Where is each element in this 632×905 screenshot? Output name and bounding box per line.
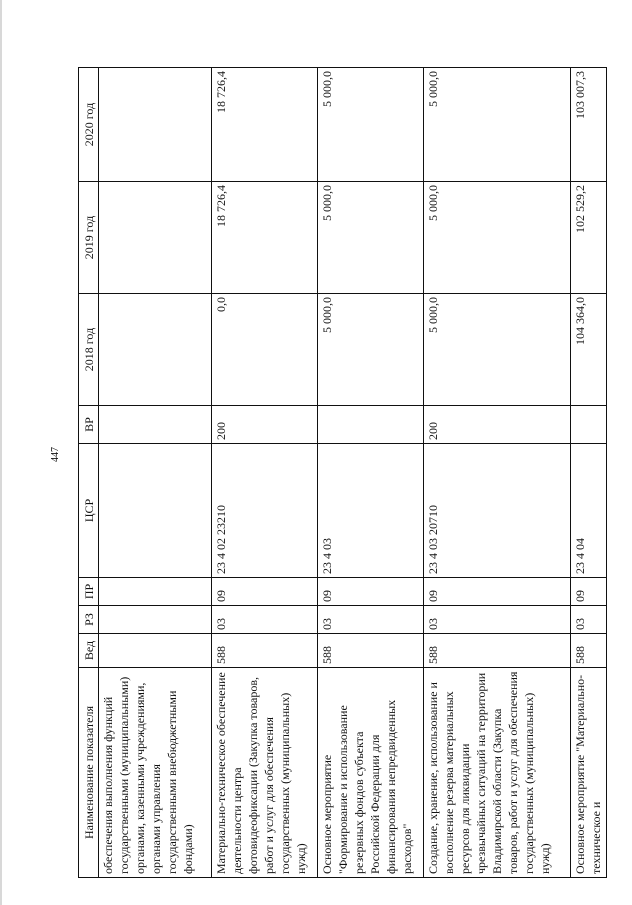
cell-ved: 588 — [212, 634, 318, 668]
cell-csr: 23 4 03 — [318, 444, 424, 578]
budget-table — [78, 67, 607, 878]
cell-vr: 200 — [212, 406, 318, 444]
cell-pr: 09 — [571, 578, 607, 606]
table-row — [318, 68, 424, 878]
cell-pr — [99, 578, 212, 606]
cell-2018: 0,0 — [212, 294, 318, 406]
cell-rz: 03 — [571, 606, 607, 634]
cell-vr: 200 — [424, 406, 571, 444]
cell-vr — [318, 406, 424, 444]
table-row — [212, 68, 318, 878]
header-2020: 2020 год — [79, 68, 99, 182]
cell-name: обеспечения выполнения функций государственными (муниципальными) органами, казенными учреждениями, органами управления государственными внебюджетными фондами) — [99, 668, 212, 878]
page-number: 447 — [50, 447, 61, 462]
table-row — [571, 68, 607, 878]
rotated-table-wrapper — [78, 68, 604, 878]
header-rz: РЗ — [79, 606, 99, 634]
cell-name: Основное мероприятие "Формирование и использование резервных фондов субъекта Российской Федерации для финансирования непредвиденных расходов" — [318, 668, 424, 878]
cell-pr: 09 — [212, 578, 318, 606]
table-row — [424, 68, 571, 878]
cell-2019: 18 726,4 — [212, 182, 318, 294]
cell-name: Основное мероприятие "Материально-техническое и — [571, 668, 607, 878]
table-row — [99, 68, 212, 878]
header-name: Наименование показателя — [79, 668, 99, 878]
cell-2018 — [99, 294, 212, 406]
cell-2020 — [99, 68, 212, 182]
cell-name: Материально-техническое обеспечение деятельности центра фотовидеофиксации (Закупка товаров, работ и услуг для обеспечения государственных (муниципальных) нужд) — [212, 668, 318, 878]
cell-ved: 588 — [318, 634, 424, 668]
cell-2019 — [99, 182, 212, 294]
header-ved: Вед — [79, 634, 99, 668]
cell-2020: 5 000,0 — [318, 68, 424, 182]
cell-csr: 23 4 02 23210 — [212, 444, 318, 578]
cell-csr: 23 4 03 20710 — [424, 444, 571, 578]
cell-pr: 09 — [318, 578, 424, 606]
cell-2020: 5 000,0 — [424, 68, 571, 182]
cell-ved: 588 — [571, 634, 607, 668]
header-vr: ВР — [79, 406, 99, 444]
cell-2020: 103 007,3 — [571, 68, 607, 182]
cell-2020: 18 726,4 — [212, 68, 318, 182]
cell-pr: 09 — [424, 578, 571, 606]
header-2018: 2018 год — [79, 294, 99, 406]
cell-vr — [571, 406, 607, 444]
cell-csr — [99, 444, 212, 578]
header-pr: ПР — [79, 578, 99, 606]
cell-2018: 5 000,0 — [318, 294, 424, 406]
cell-csr: 23 4 04 — [571, 444, 607, 578]
header-2019: 2019 год — [79, 182, 99, 294]
header-csr: ЦСР — [79, 444, 99, 578]
cell-vr — [99, 406, 212, 444]
cell-2018: 104 364,0 — [571, 294, 607, 406]
cell-name: Создание, хранение, использование и восполнение резерва материальных ресурсов для ликвидации чрезвычайных ситуаций на территории Владимирской области (Закупка товаров, работ и услуг для обеспечения государственных (муниципальных) нужд) — [424, 668, 571, 878]
cell-ved: 588 — [424, 634, 571, 668]
cell-2018: 5 000,0 — [424, 294, 571, 406]
cell-2019: 5 000,0 — [318, 182, 424, 294]
cell-2019: 5 000,0 — [424, 182, 571, 294]
cell-rz — [99, 606, 212, 634]
cell-rz: 03 — [212, 606, 318, 634]
cell-rz: 03 — [424, 606, 571, 634]
table-header-row — [79, 68, 99, 878]
cell-rz: 03 — [318, 606, 424, 634]
cell-2019: 102 529,2 — [571, 182, 607, 294]
cell-ved — [99, 634, 212, 668]
